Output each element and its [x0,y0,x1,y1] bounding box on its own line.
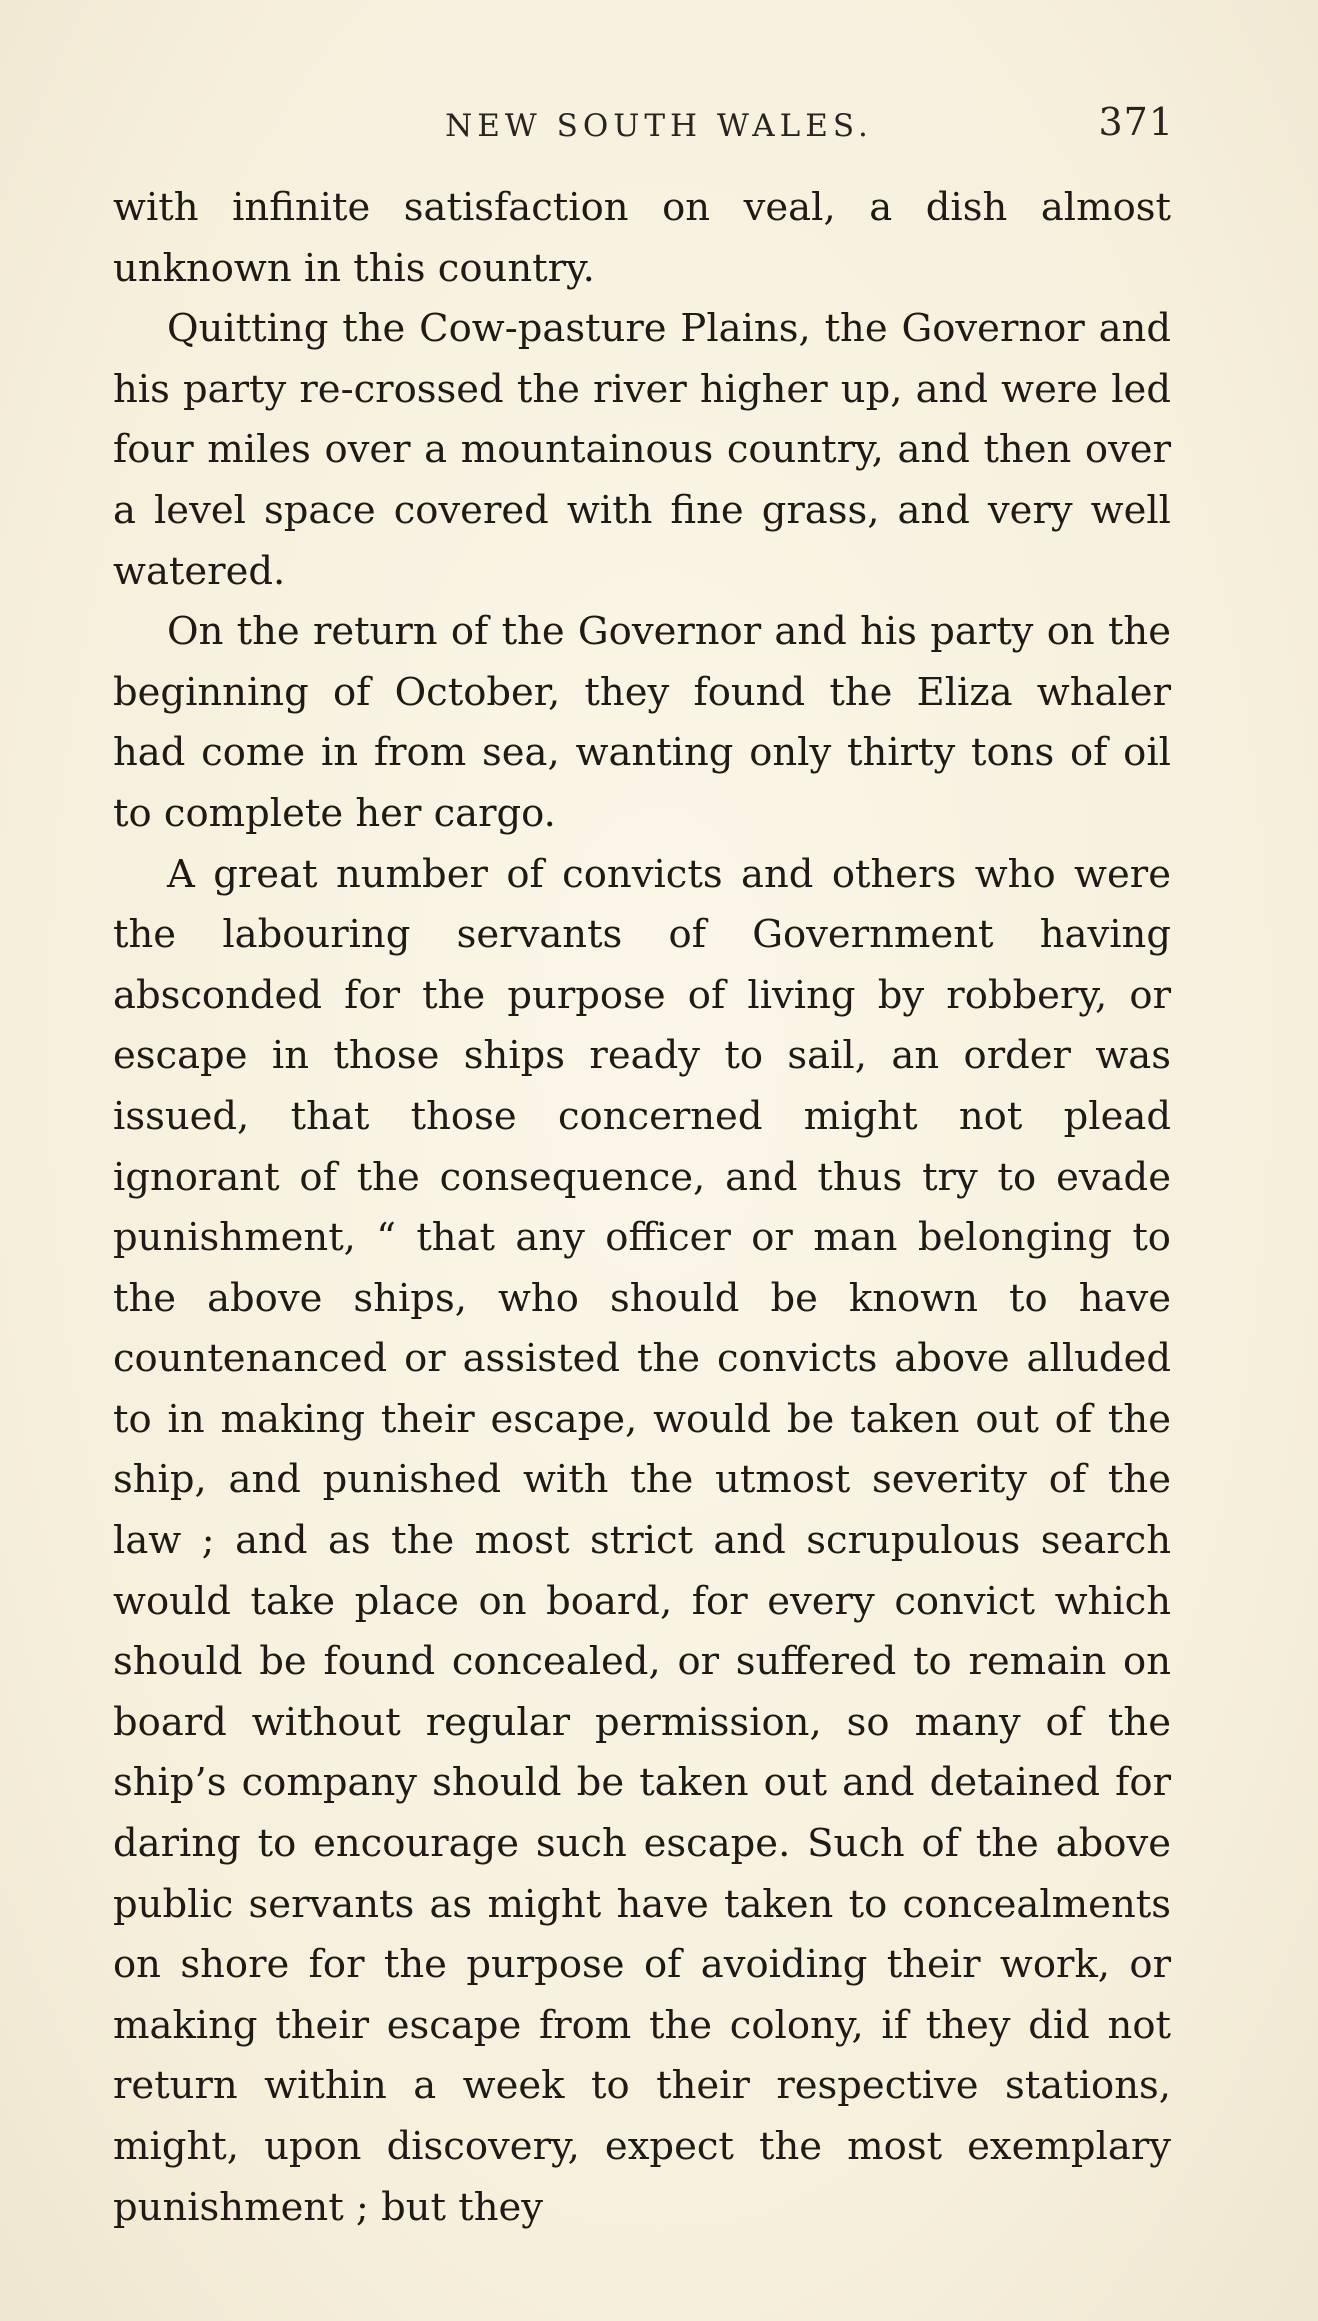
paragraph-continuation: with infinite satisfaction on veal, a dish almost unknown in this country. [113,185,1171,291]
body-text [113,178,1171,2238]
paragraph-return-of-governor: On the return of the Governor and his party on the beginning of October, they found the Eliza whaler had come in from sea, wanting only thirty tons of oil to complete her cargo. [113,609,1171,836]
running-head [0,100,1318,160]
paragraph-convicts-order: A great number of convicts and others who were the labouring servants of Government having absconded for the purpose of living by robbery, or escape in those ships ready to sail, an order was issued, that those concerned might not plead ignorant of the consequence, and thus try to evade punishment, “ that any officer or man belonging to the above ships, who should be known to have countenanced or assisted the convicts above alluded to in making their escape, would be taken out of the ship, and punished with the utmost severity of the law ; and as the most strict and scrupulous search would take place on board, for every convict which should be found concealed, or suffered to remain on board without regular permission, so many of the ship’s company should be taken out and detained for daring to encourage such escape. Such of the above public servants as might have taken to concealments on shore for the purpose of avoiding their work, or making their escape from the colony, if they did not return within a week to their respective stations, might, upon discovery, expect the most exemplary punishment ; but they [113,851,1171,2230]
page-number: 371 [1098,100,1174,144]
running-head-title: NEW SOUTH WALES. [445,108,873,144]
paragraph-cow-pasture: Quitting the Cow-pasture Plains, the Governor and his party re-crossed the river higher up, and were led four miles over a mountainous country, and then over a level space covered with fine grass, and very well watered. [113,306,1171,594]
